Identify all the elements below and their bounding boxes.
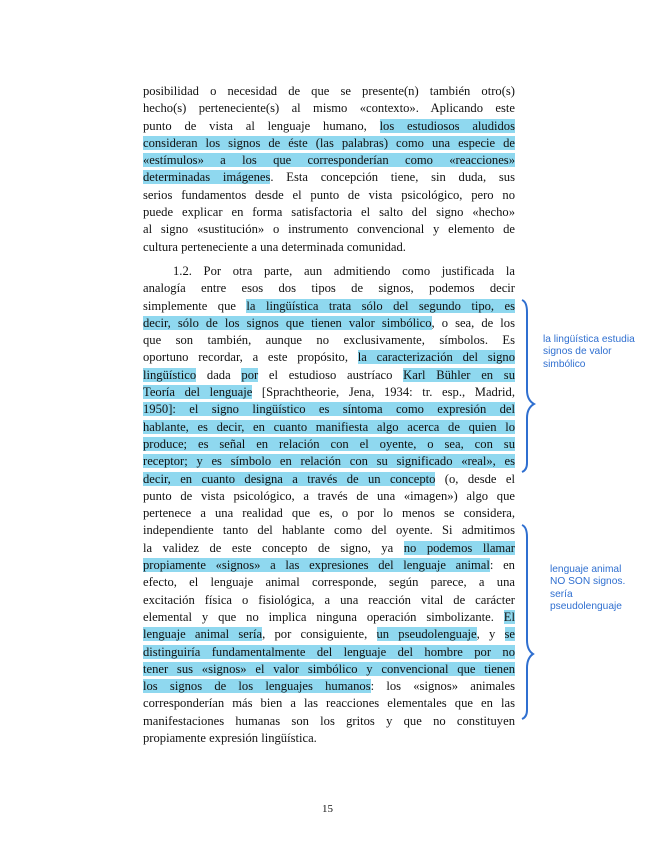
highlighted-text: los signos de los lenguajes humanos: [143, 679, 371, 694]
text-run: , y: [476, 627, 505, 642]
text-run: independiente tanto del hablante como del oyente. Si admitimos: [143, 523, 515, 538]
highlighted-text: receptor; y es símbolo en relación con su significado «real», es: [143, 454, 515, 469]
text-run: corresponderían más bien a las reacciones elementales que en las: [143, 696, 515, 711]
margin-note-2: lenguaje animal NO SON signos. sería pseudolenguaje: [550, 564, 626, 613]
highlighted-text: tener sus «signos» el valor simbólico y convencional que tienen: [143, 661, 515, 676]
text-run: al signo «sustitución» o instrumento convencional y elemento de: [143, 222, 515, 237]
text-run: excitación física o fisiológica, a una reacción vital de carácter: [143, 592, 515, 607]
text-run: puede explicar en forma satisfactoria el salto del signo «hecho»: [143, 205, 515, 220]
text-run: efecto, el lenguaje animal corresponde, según parece, a una: [143, 575, 515, 590]
text-run: , o sea, de los: [431, 315, 515, 330]
bracket-2: [522, 525, 533, 719]
highlighted-text: El: [503, 609, 515, 624]
text-run: elemental y que no implica ninguna operación simbolizante.: [143, 609, 504, 624]
text-run: (o, desde el: [435, 471, 515, 486]
text-run: simplemente que: [143, 298, 247, 313]
page-number: 15: [322, 803, 333, 815]
text-run: la validez de este concepto de signo, ya: [143, 540, 404, 555]
highlighted-text: determinadas imágenes: [143, 170, 271, 185]
highlighted-text: la lingüística trata sólo del segundo tipo, es: [246, 298, 515, 313]
text-run: pertenece a una realidad que es, o por lo menos se considera,: [143, 506, 515, 521]
highlighted-text: lingüístico: [143, 367, 197, 382]
highlighted-text: Karl Bühler en su: [403, 367, 515, 382]
highlighted-text: decir, en cuanto designa a través de un concepto: [143, 471, 436, 486]
text-run: posibilidad o necesidad de que se presente(n) también otro(s): [143, 84, 515, 98]
highlighted-text: propiamente «signos» a las expresiones del lenguaje animal: [143, 558, 490, 573]
text-run: , por consiguiente,: [262, 627, 377, 642]
highlighted-text: un pseudolenguaje: [376, 627, 477, 642]
text-run: cultura perteneciente a una determinada comunidad.: [143, 239, 406, 254]
highlighted-text: por: [241, 367, 259, 382]
text-run: hecho(s) perteneciente(s) al mismo «contexto». Aplicando este: [143, 101, 515, 116]
highlighted-text: distinguiría fundamentalmente del lenguaje del hombre por no: [143, 644, 515, 659]
text-run: propiamente expresión lingüística.: [143, 731, 317, 746]
highlighted-text: : el signo lingüístico es síntoma como expresión del: [172, 402, 515, 417]
text-run: serios fundamentos desde el punto de vista psicológico, pero no: [143, 187, 515, 202]
text-run: [Sprachtheorie, Jena, 1934: tr. esp., Madrid,: [252, 385, 515, 400]
highlighted-text: Teoría del lenguaje: [143, 385, 253, 400]
text-run: el estudioso austríaco: [258, 367, 404, 382]
text-run: : en: [489, 558, 515, 573]
text-run: 1.2. Por otra parte, aun admitiendo como justificada la: [173, 264, 515, 278]
text-run: analogía entre esos dos tipos de signos, podemos decir: [143, 281, 515, 296]
text-run: oportuno recordar, a este propósito,: [143, 350, 358, 365]
text-run: punto de vista al lenguaje humano,: [143, 118, 380, 133]
highlighted-text: no podemos llamar: [403, 540, 515, 555]
highlighted-text: lenguaje animal sería: [143, 627, 263, 642]
text-run: punto de vista psicológico, a través de una «imagen») algo que: [143, 488, 515, 503]
text-run: que son también, aunque no exclusivamente, símbolos. Es: [143, 333, 515, 348]
highlighted-text: 1950]: [143, 402, 173, 417]
highlighted-text: hablante, es decir, en cuanto manifiesta algo acerca de quien lo: [143, 419, 515, 434]
highlighted-text: consideran los signos de éste (las palabras) como una especie de: [143, 135, 515, 150]
bracket-1: [522, 300, 534, 472]
highlighted-text: los estudiosos aludidos: [379, 118, 515, 133]
text-run: dada: [196, 367, 242, 382]
highlighted-text: «estímulos» a los que corresponderían como «reacciones»: [143, 153, 515, 168]
margin-note-1: la lingüística estudia signos de valor simbólico: [543, 334, 635, 370]
text-run: manifestaciones humanas son los gritos y que no constituyen: [143, 713, 515, 728]
highlighted-text: decir, sólo de los signos que tienen valor simbólico: [143, 315, 432, 330]
highlighted-text: produce; es señal en relación con el oyente, o sea, con su: [143, 436, 515, 451]
text-run: . Esta concepción tiene, sin duda, sus: [270, 170, 515, 185]
text-run: : los «signos» animales: [370, 679, 515, 694]
highlighted-text: la caracterización del signo: [357, 350, 515, 365]
highlighted-text: se: [504, 627, 515, 642]
